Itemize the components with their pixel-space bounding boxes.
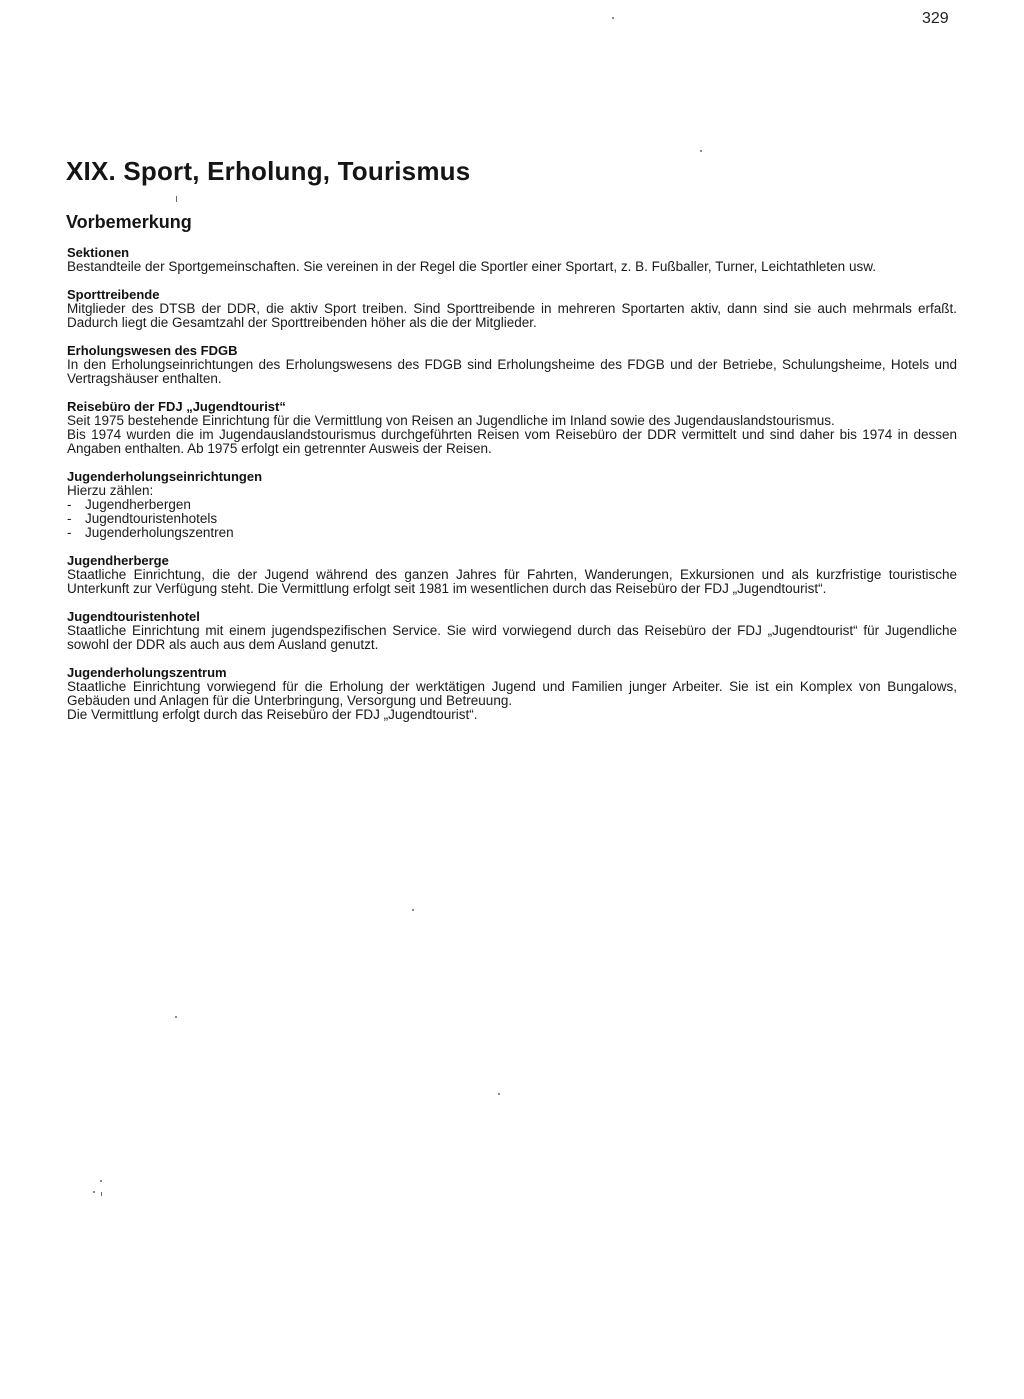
entry-intro: Hierzu zählen: [67,483,154,498]
scan-speck [612,17,614,19]
scan-speck [175,1016,177,1018]
entry-term: Sporttreibende [67,287,160,302]
list-item: - Jugendherbergen [67,497,191,512]
entry-sporttreibende [67,288,957,330]
entry-term: Jugendherberge [67,553,169,568]
entry-text: Staatliche Einrichtung mit einem jugendspezifischen Service. Sie wird vorwiegend durch das Reisebüro der FDJ „Jugendtourist“ für Jugendliche sowohl der DDR als auch aus dem Ausland genutzt. [67,623,957,652]
list-item: - Jugendtouristenhotels [67,511,218,526]
entry-jugendherberge [67,554,957,596]
entry-text: Mitglieder des DTSB der DDR, die aktiv Sport treiben. Sind Sporttreibende in mehreren Sportarten aktiv, dann sind sie auch mehrmals erfaßt. Dadurch liegt die Gesamtzahl der Sporttreibenden höher als die der Mitglieder. [67,301,957,330]
entry-term: Jugendtouristenhotel [67,609,200,624]
entry-text: Staatliche Einrichtung, die der Jugend während des ganzen Jahres für Fahrten, Wanderungen, Exkursionen und als kurzfristige touristische Unterkunft zur Verfügung steht. Die Vermittlung erfolgt seit 1981 im wesentlichen durch das Reisebüro der FDJ „Jugendtourist“. [67,567,957,596]
entry-term: Jugenderholungszentrum [67,665,227,680]
entry-jugenderholungseinrichtungen [67,470,957,540]
list-item: - Jugenderholungszentren [67,525,234,540]
glossary-entries [67,246,957,736]
entry-term: Jugenderholungseinrichtungen [67,469,263,484]
scan-speck [498,1093,500,1095]
list-item-text: Jugendherbergen [85,497,191,512]
scan-speck [101,1192,102,1196]
list-item-text: Jugendtouristenhotels [85,511,218,526]
entry-text: Staatliche Einrichtung vorwiegend für die Erholung der werktätigen Jugend und Familien junger Arbeiter. Sie ist ein Komplex von Bungalows, Gebäuden und Anlagen für die Unterbringung, Versorgung und Betreuung. [67,679,957,708]
entry-text: Bis 1974 wurden die im Jugendauslandstourismus durchgeführten Reisen vom Reisebüro der DDR vermittelt und sind daher bis 1974 in dessen Angaben enthalten. Ab 1975 erfolgt ein getrennter Ausweis der Reisen. [67,427,957,456]
entry-term: Sektionen [67,245,130,260]
entry-text: In den Erholungseinrichtungen des Erholungswesens des FDGB sind Erholungsheime des FDGB und der Betriebe, Schulungsheime, Hotels und Vertragshäuser enthalten. [67,357,957,386]
scan-speck [700,150,702,152]
entry-jugendtouristenhotel [67,610,957,652]
entry-text: Bestandteile der Sportgemeinschaften. Sie vereinen in der Regel die Sportler einer Sportart, z. B. Fußballer, Turner, Leichtathleten usw. [67,259,876,274]
entry-term: Erholungswesen des FDGB [67,343,238,358]
entry-sektionen [67,246,957,274]
entry-text: Die Vermittlung erfolgt durch das Reisebüro der FDJ „Jugendtourist“. [67,707,478,722]
scan-speck [176,196,177,202]
entry-reisebuero-fdj [67,400,957,456]
entry-text: Seit 1975 bestehende Einrichtung für die Vermittlung von Reisen an Jugendliche im Inland sowie des Jugendauslandstourismus. [67,413,835,428]
entry-term: Reisebüro der FDJ „Jugendtourist“ [67,399,286,414]
entry-jugenderholungszentrum [67,666,957,722]
scan-speck [93,1191,95,1193]
page-number: 329 [922,10,949,27]
list-item-text: Jugenderholungszentren [85,525,234,540]
scan-speck [100,1180,102,1182]
entry-list [67,498,957,540]
chapter-title: XIX. Sport, Erholung, Tourismus [66,156,471,186]
scan-speck [412,909,414,911]
section-title: Vorbemerkung [66,212,192,232]
entry-erholungswesen-fdgb [67,344,957,386]
